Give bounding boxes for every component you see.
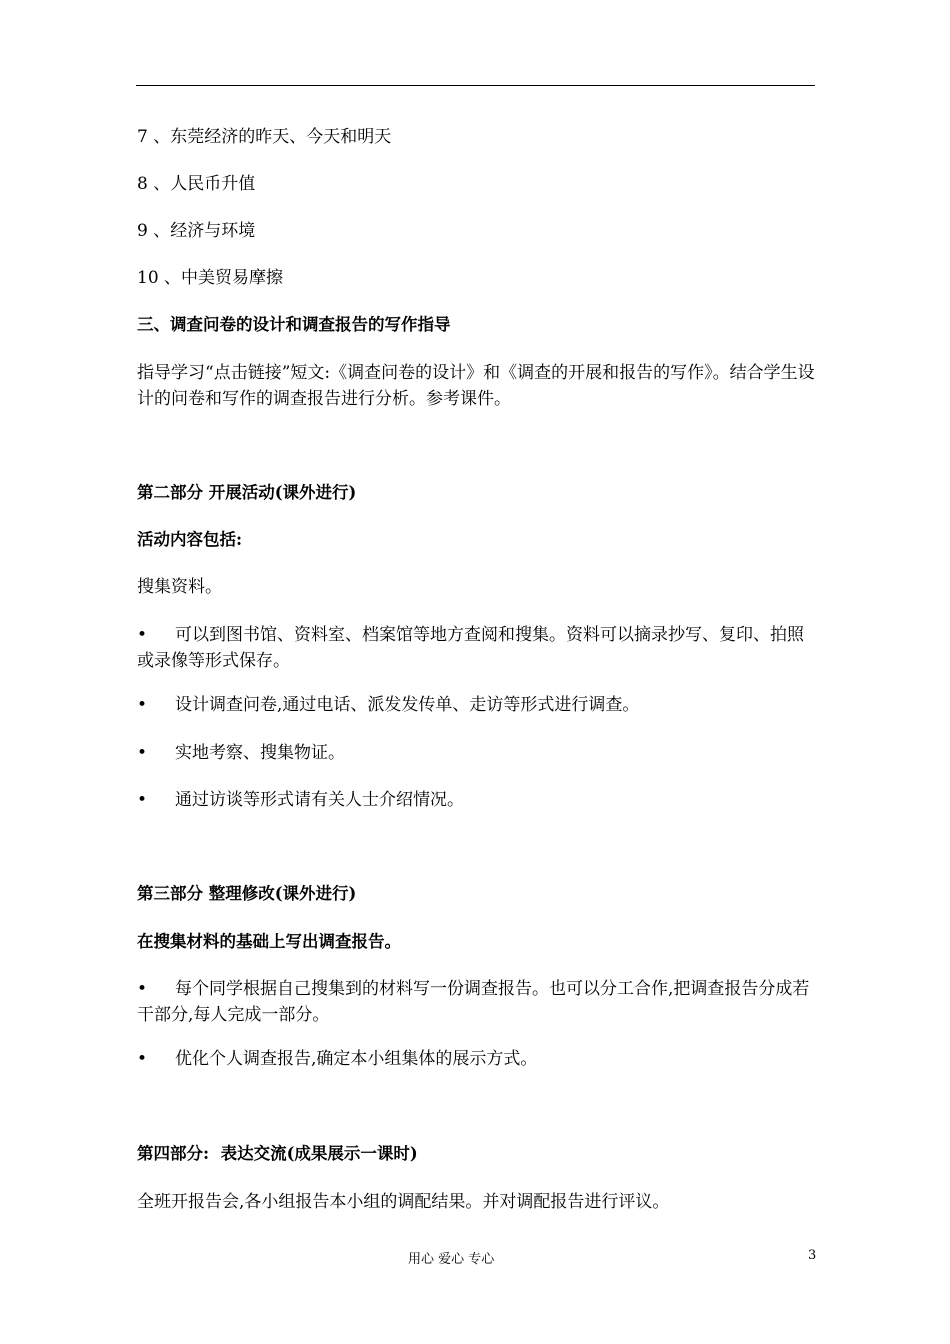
bullet-dot: • [137, 1049, 148, 1069]
list-item-8: 8 、人民币升值 [137, 174, 256, 194]
bullet-text: 可以到图书馆、资料室、档案馆等地方查阅和搜集。资料可以摘录抄写、复印、拍照或录像等形式保存。 [137, 625, 804, 671]
part4-heading: 第四部分: 表达交流(成果展示一课时) [137, 1144, 418, 1163]
bullet-dot: • [137, 695, 148, 715]
part2-intro: 搜集资料。 [137, 577, 222, 597]
bullet-dot: • [137, 790, 148, 810]
bullet-text: 实地考察、搜集物证。 [175, 743, 345, 763]
bullet-dot: • [137, 979, 148, 999]
bullet-text: 每个同学根据自己搜集到的材料写一份调查报告。也可以分工合作,把调查报告分成若干部分,每人完成一部分。 [137, 979, 810, 1025]
part3-bullet-1 [137, 976, 817, 1028]
bullet-dot: • [137, 743, 148, 763]
bullet-text: 通过访谈等形式请有关人士介绍情况。 [175, 790, 464, 810]
page-number: 3 [808, 1248, 817, 1263]
bullet-text: 设计调查问卷,通过电话、派发发传单、走访等形式进行调查。 [175, 695, 640, 715]
part2-bullet-2 [137, 692, 817, 718]
part2-subheading: 活动内容包括: [137, 530, 243, 549]
footer-slogan: 用心 爱心 专心 [408, 1252, 495, 1267]
part2-heading: 第二部分 开展活动(课外进行) [137, 483, 357, 502]
part2-bullet-4 [137, 787, 817, 813]
section3-body: 指导学习“点击链接”短文:《调查问卷的设计》和《调查的开展和报告的写作》。结合学生设计的问卷和写作的调查报告进行分析。参考课件。 [137, 363, 815, 409]
part2-bullet-3 [137, 740, 817, 766]
part3-subheading: 在搜集材料的基础上写出调查报告。 [137, 932, 401, 951]
bullet-dot: • [137, 625, 148, 645]
list-item-9: 9 、经济与环境 [137, 221, 256, 241]
header-rule [136, 85, 815, 86]
part2-bullet-1 [137, 622, 817, 674]
part3-bullet-2 [137, 1046, 817, 1072]
list-item-7: 7 、东莞经济的昨天、今天和明天 [137, 127, 392, 147]
list-item-10: 10 、中美贸易摩擦 [137, 268, 284, 288]
section3-heading: 三、调查问卷的设计和调查报告的写作指导 [137, 315, 451, 334]
part3-heading: 第三部分 整理修改(课外进行) [137, 884, 357, 903]
part4-body: 全班开报告会,各小组报告本小组的调配结果。并对调配报告进行评议。 [137, 1192, 670, 1212]
bullet-text: 优化个人调查报告,确定本小组集体的展示方式。 [175, 1049, 538, 1069]
